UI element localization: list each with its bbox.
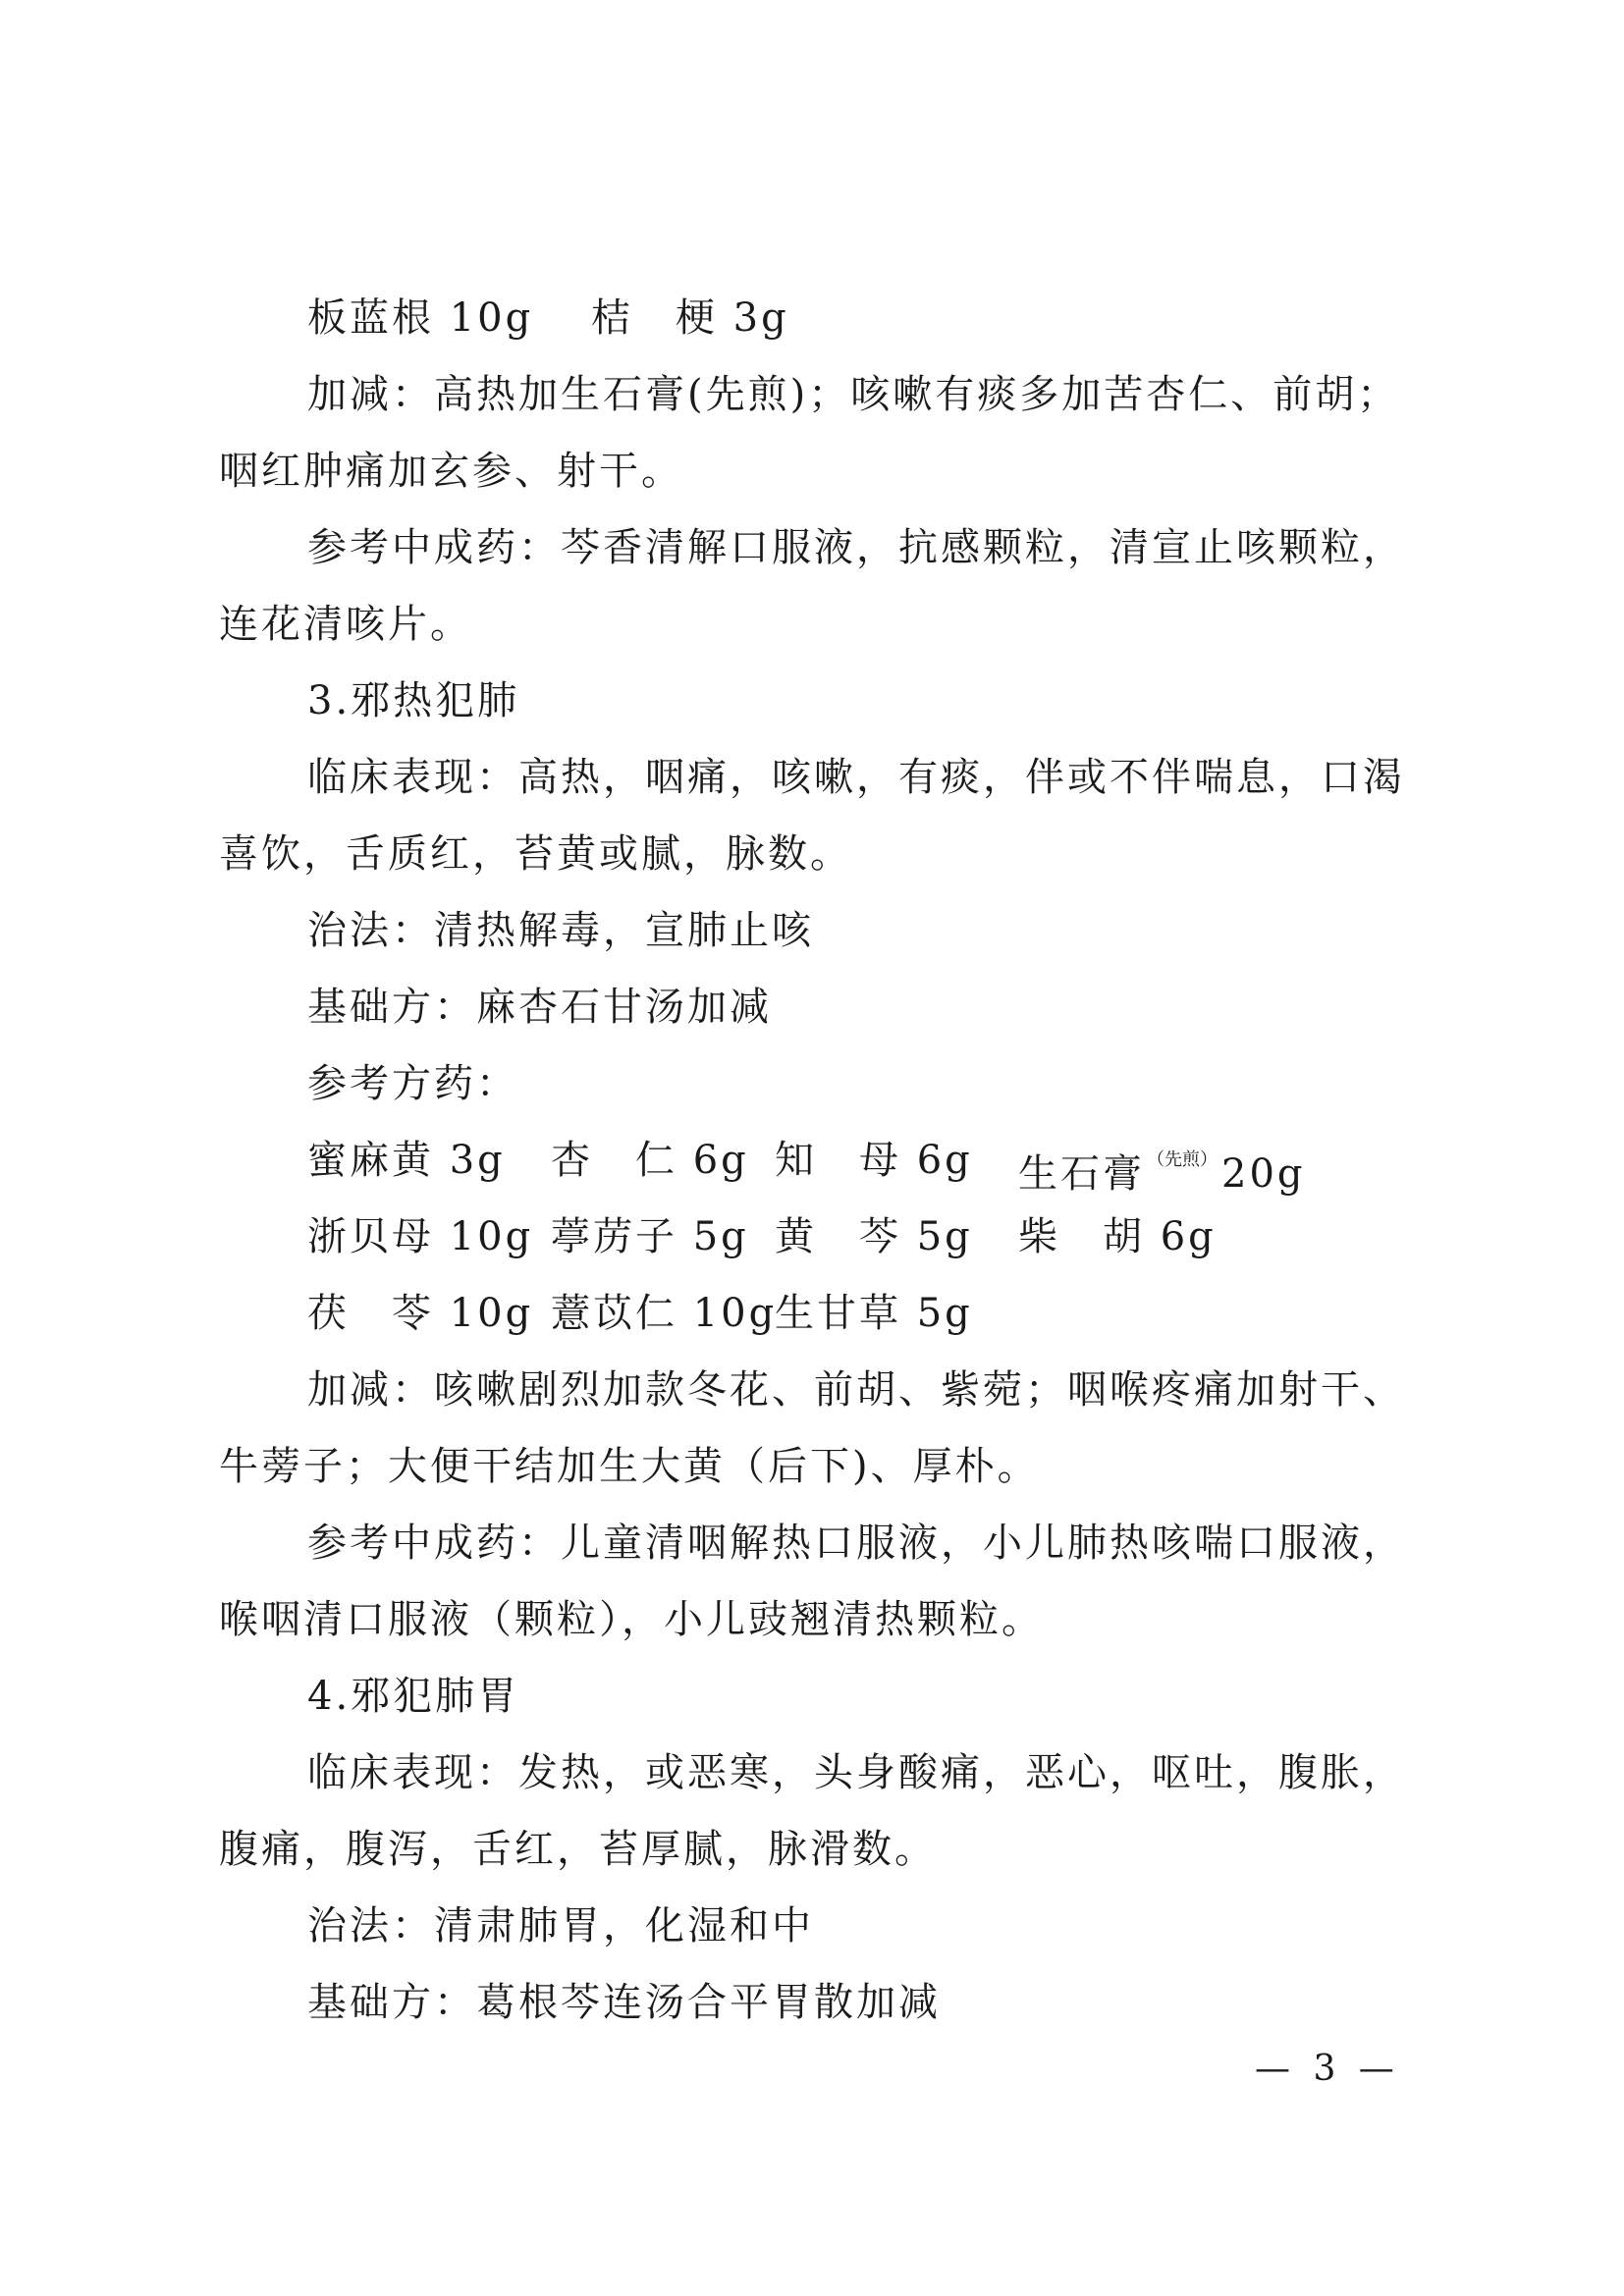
herb-entry: 茯 苓 10g xyxy=(307,1291,534,1336)
herb-entry: 杏 仁 6g xyxy=(551,1138,749,1183)
section-heading-4: 4.邪犯肺胃 xyxy=(307,1674,520,1719)
patent-medicine-paragraph-line-1: 参考中成药：芩香清解口服液，抗感颗粒，清宣止咳颗粒， xyxy=(307,525,1405,570)
herb-line-banlangen: 板蓝根 10g 桔 梗 3g xyxy=(307,295,789,341)
patent-medicine-paragraph-2-line-2: 喉咽清口服液（颗粒），小儿豉翘清热颗粒。 xyxy=(219,1597,1044,1642)
herb-entry: 薏苡仁 10g xyxy=(551,1291,778,1336)
herb-entry: 葶苈子 5g xyxy=(551,1214,749,1259)
clinical-manifestation-line-1: 临床表现：高热，咽痛，咳嗽，有痰，伴或不伴喘息，口渴 xyxy=(307,755,1405,800)
clinical-manifestation-line-2: 喜饮，舌质红，苔黄或腻，脉数。 xyxy=(219,831,852,877)
herb-entry: 生石膏 $^{(先煎)}$ 20g xyxy=(1018,1149,1306,1197)
base-formula: 基础方：麻杏石甘汤加减 xyxy=(307,985,772,1030)
modification-paragraph-line-2: 咽红肿痛加玄参、射干。 xyxy=(219,449,683,494)
clinical-manifestation-2-line-1: 临床表现：发热，或恶寒，头身酸痛，恶心，呕吐，腹胀， xyxy=(307,1750,1405,1795)
herb-entry: 柴 胡 6g xyxy=(1018,1214,1217,1259)
patent-medicine-paragraph-line-2: 连花清咳片。 xyxy=(219,602,472,647)
herb-entry: 黄 芩 5g xyxy=(775,1214,973,1259)
herb-entry: 生甘草 5g xyxy=(775,1291,973,1336)
herb-entry: 浙贝母 10g xyxy=(307,1214,534,1259)
section-heading-3: 3.邪热犯肺 xyxy=(307,678,520,723)
herb-entry: 知 母 6g xyxy=(775,1138,973,1183)
decoct-first-note: （先煎） xyxy=(1147,1149,1218,1170)
patent-medicine-paragraph-2-line-1: 参考中成药：儿童清咽解热口服液，小儿肺热咳喘口服液， xyxy=(307,1521,1405,1566)
treatment-method: 治法：清热解毒，宣肺止咳 xyxy=(307,908,814,953)
herb-entry: 蜜麻黄 3g xyxy=(307,1138,506,1183)
clinical-manifestation-2-line-2: 腹痛，腹泻，舌红，苔厚腻，脉滑数。 xyxy=(219,1827,937,1872)
modification-paragraph-2-line-1: 加减：咳嗽剧烈加款冬花、前胡、紫菀；咽喉疼痛加射干、 xyxy=(307,1367,1405,1413)
treatment-method-2: 治法：清肃肺胃，化湿和中 xyxy=(307,1903,814,1949)
reference-prescription-label: 参考方药： xyxy=(307,1061,518,1106)
base-formula-2: 基础方：葛根芩连汤合平胃散加减 xyxy=(307,1980,941,2025)
modification-paragraph-line-1: 加减：高热加生石膏(先煎)；咳嗽有痰多加苦杏仁、前胡； xyxy=(307,372,1400,417)
modification-paragraph-2-line-2: 牛蒡子；大便干结加生大黄（后下)、厚朴。 xyxy=(219,1444,1040,1489)
page-number: — 3 — xyxy=(1255,2049,1400,2089)
